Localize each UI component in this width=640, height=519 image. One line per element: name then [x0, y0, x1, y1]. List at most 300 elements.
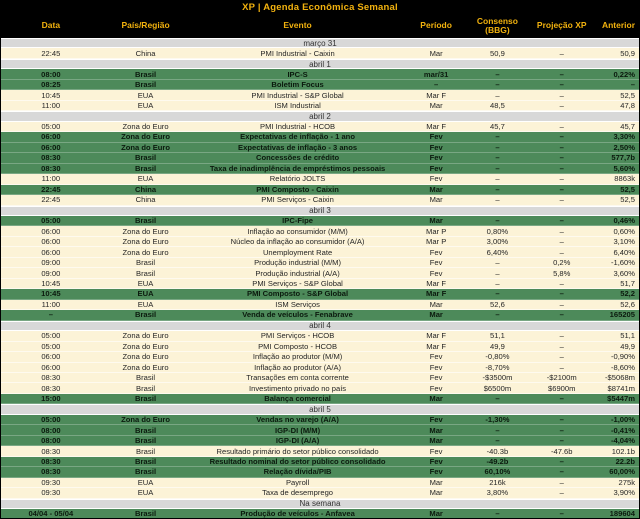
cell: 09:30: [41, 477, 61, 487]
cell: Brasil: [134, 509, 157, 519]
cell: 577,7b: [611, 153, 635, 163]
cell: EUA: [137, 477, 154, 487]
cell: 08:30: [41, 153, 61, 163]
cell: 08:00: [41, 69, 61, 79]
cell: 10:45: [41, 279, 61, 289]
cell: -$2100m: [546, 373, 577, 383]
cell: Fev: [429, 467, 443, 477]
table-row: [1, 478, 639, 488]
table-row: [1, 363, 639, 373]
cell: Unemployment Rate: [262, 247, 333, 257]
cell: 09:00: [41, 258, 61, 268]
table-row: [1, 331, 639, 341]
table-row: [1, 101, 639, 111]
cell: –: [559, 436, 564, 446]
cell: Mar F: [426, 121, 447, 131]
cell: Fev: [429, 153, 443, 163]
cell: Brasil: [136, 383, 156, 393]
cell: -1,30%: [485, 415, 510, 425]
cell: –: [495, 90, 500, 100]
cell: 10:45: [41, 289, 61, 299]
cell: –: [495, 163, 500, 173]
cell: China: [135, 195, 156, 205]
cell: 11:00: [41, 101, 61, 111]
cell: Zona do Euro: [122, 362, 169, 372]
cell: 60,10%: [484, 467, 511, 477]
cell: $6500m: [483, 383, 512, 393]
cell: 08:30: [41, 446, 61, 456]
column-header: Período: [420, 20, 452, 31]
cell: Brasil: [134, 310, 157, 320]
cell: –: [559, 509, 564, 519]
cell: –: [559, 289, 564, 299]
table-row: [1, 174, 639, 184]
table-row: [1, 415, 639, 425]
cell: –: [630, 80, 635, 90]
cell: 102.1b: [611, 446, 635, 456]
cell: –: [495, 289, 500, 299]
cell: mar/31: [423, 69, 449, 79]
cell: –: [559, 362, 564, 372]
cell: –: [559, 310, 564, 320]
cell: Payroll: [285, 477, 310, 487]
cell: 0,60%: [613, 226, 635, 236]
cell: China: [135, 48, 156, 58]
report-title: XP | Agenda Econômica Semanal: [242, 2, 398, 13]
table-row: [1, 279, 639, 289]
cell: –: [495, 153, 500, 163]
cell: -47.6b: [550, 446, 573, 456]
cell: Inflação ao produtor (M/M): [252, 352, 343, 362]
cell: 0,22%: [613, 69, 635, 79]
table-row: [1, 122, 639, 132]
cell: Resultado primário do setor público consolidado: [216, 446, 379, 456]
table-row: [1, 69, 639, 79]
cell: 0,46%: [613, 216, 635, 226]
cell: –: [559, 331, 564, 341]
cell: Investimento privado no país: [249, 383, 347, 393]
cell: 06:00: [41, 237, 61, 247]
cell: 15:00: [41, 394, 61, 404]
table-row: [1, 446, 639, 456]
cell: Mar: [429, 195, 443, 205]
cell: 3,00%: [486, 237, 509, 247]
cell: EUA: [137, 488, 154, 498]
cell: 51,1: [620, 331, 635, 341]
cell: Relação dívida/PIB: [263, 467, 332, 477]
cell: –: [495, 268, 500, 278]
cell: 06:00: [41, 362, 61, 372]
cell: Mar: [429, 101, 443, 111]
cell: 05:00: [41, 216, 61, 226]
cell: Fev: [429, 268, 443, 278]
cell: IGP-DI (A/A): [275, 436, 320, 446]
cell: 0,80%: [486, 226, 509, 236]
cell: Zona do Euro: [122, 226, 169, 236]
cell: ISM Industrial: [274, 101, 321, 111]
cell: Mar F: [426, 341, 447, 351]
cell: Mar P: [426, 237, 447, 247]
cell: Zona do Euro: [122, 341, 169, 351]
cell: 50,9: [490, 48, 505, 58]
cell: 09:30: [41, 488, 61, 498]
cell: 45,7: [490, 121, 505, 131]
table-row: [1, 488, 639, 498]
cell: $6900m: [548, 383, 576, 393]
table-row: [1, 247, 639, 257]
cell: –: [559, 132, 564, 142]
section-row: abril 2: [1, 111, 639, 121]
table-row: [1, 80, 639, 90]
table-row: [1, 509, 639, 519]
section-row: abril 5: [1, 404, 639, 414]
cell: Mar F: [426, 279, 447, 289]
cell: $8741m: [607, 383, 635, 393]
table-row: [1, 48, 639, 58]
table-row: [1, 373, 639, 383]
cell: Zona do Euro: [122, 237, 169, 247]
cell: 49,9: [490, 341, 505, 351]
cell: Brasil: [136, 258, 156, 268]
cell: Concessões de crédito: [256, 153, 340, 163]
table-row: [1, 153, 639, 163]
cell: -0,90%: [610, 352, 635, 362]
cell: 08:00: [41, 425, 61, 435]
cell: -$3500m: [482, 373, 513, 383]
cell: –: [48, 310, 53, 320]
cell: 0,2%: [553, 258, 571, 268]
cell: Mar: [429, 216, 443, 226]
cell: –: [559, 415, 564, 425]
cell: –: [559, 121, 564, 131]
cell: Vendas no varejo (A/A): [256, 415, 339, 425]
cell: Boletim Focus: [271, 80, 324, 90]
cell: Mar: [429, 299, 443, 309]
column-header: Data: [41, 20, 61, 31]
cell: –: [559, 142, 564, 152]
cell: Brasil: [136, 373, 156, 383]
cell: 22:45: [41, 48, 61, 58]
cell: Balança comercial: [264, 394, 331, 404]
cell: Fev: [429, 446, 443, 456]
cell: -$5068m: [605, 373, 635, 383]
table-row: [1, 467, 639, 477]
cell: –: [495, 184, 500, 194]
cell: 60,00%: [609, 467, 635, 477]
cell: 05:00: [41, 121, 61, 131]
cell: Brasil: [134, 69, 157, 79]
cell: 52,5: [620, 195, 635, 205]
table-row: [1, 258, 639, 268]
cell: 52,6: [490, 299, 505, 309]
cell: –: [495, 69, 500, 79]
column-header: Projeção XP: [536, 20, 587, 31]
cell: 275k: [618, 477, 635, 487]
section-row: abril 4: [1, 321, 639, 331]
cell: Expectativas de inflação - 3 anos: [238, 142, 358, 152]
cell: -0,80%: [485, 352, 510, 362]
cell: Núcleo da inflação ao consumidor (A/A): [230, 237, 365, 247]
cell: 3,60%: [613, 268, 635, 278]
cell: –: [559, 279, 564, 289]
cell: Zona do Euro: [122, 352, 169, 362]
cell: Fev: [429, 163, 443, 173]
cell: EUA: [137, 299, 154, 309]
cell: Fev: [429, 142, 443, 152]
cell: Brasil: [134, 80, 157, 90]
cell: 3,10%: [613, 237, 635, 247]
cell: –: [559, 174, 564, 184]
table-row: [1, 457, 639, 467]
cell: –: [559, 341, 564, 351]
cell: 189604: [609, 509, 635, 519]
cell: 08:30: [41, 383, 61, 393]
cell: EUA: [137, 174, 154, 184]
column-header: País/Região: [121, 20, 170, 31]
cell: Taxa de inadimplência de empréstimos pessoais: [209, 163, 386, 173]
cell: 06:00: [41, 226, 61, 236]
cell: –: [559, 69, 564, 79]
cell: –: [495, 310, 500, 320]
table-row: [1, 436, 639, 446]
cell: Produção de veículos - Anfavea: [240, 509, 355, 519]
cell: 51,7: [620, 279, 635, 289]
cell: 50,9: [620, 48, 635, 58]
cell: PMI Composto - Caixin: [256, 184, 339, 194]
cell: –: [559, 216, 564, 226]
cell: Zona do Euro: [122, 247, 169, 257]
cell: 47,8: [620, 101, 635, 111]
cell: 48,5: [490, 101, 505, 111]
cell: –: [559, 488, 564, 498]
cell: EUA: [137, 279, 154, 289]
cell: Transações em conta corrente: [246, 373, 349, 383]
cell: –: [495, 436, 500, 446]
cell: 3,90%: [613, 488, 635, 498]
cell: –: [559, 153, 564, 163]
cell: Fev: [429, 174, 443, 184]
cell: PMI Composto - HCOB: [258, 341, 338, 351]
cell: –: [434, 80, 439, 90]
cell: 49,9: [620, 341, 635, 351]
cell: -8,60%: [610, 362, 635, 372]
section-row: Na semana: [1, 499, 639, 509]
cell: -8,70%: [485, 362, 510, 372]
cell: -1,00%: [610, 415, 635, 425]
cell: –: [559, 425, 564, 435]
cell: -40.3b: [486, 446, 509, 456]
cell: 22:45: [41, 195, 61, 205]
cell: Zona do Euro: [121, 132, 171, 142]
cell: China: [134, 184, 157, 194]
cell: Fev: [429, 258, 443, 268]
cell: 51,1: [490, 331, 505, 341]
cell: 2,50%: [613, 142, 635, 152]
cell: –: [495, 425, 500, 435]
cell: 22:45: [41, 184, 61, 194]
table-row: [1, 226, 639, 236]
cell: -1,60%: [610, 258, 635, 268]
cell: Mar: [429, 436, 443, 446]
cell: Produção industrial (M/M): [254, 258, 342, 268]
cell: $5447m: [607, 394, 635, 404]
cell: Brasil: [136, 446, 156, 456]
section-row: abril 1: [1, 59, 639, 69]
cell: 08:00: [41, 436, 61, 446]
cell: –: [495, 258, 500, 268]
cell: PMI Industrial - HCOB: [260, 121, 336, 131]
cell: –: [559, 163, 564, 173]
cell: 06:00: [41, 352, 61, 362]
cell: –: [559, 456, 564, 466]
cell: Mar: [429, 184, 443, 194]
table-row: [1, 143, 639, 153]
cell: Brasil: [136, 268, 156, 278]
cell: Fev: [429, 132, 443, 142]
cell: 5,60%: [613, 163, 635, 173]
cell: –: [559, 184, 564, 194]
cell: 11:00: [41, 299, 61, 309]
cell: -0,41%: [610, 425, 635, 435]
cell: –: [559, 467, 564, 477]
cell: 06:00: [41, 247, 61, 257]
cell: PMI Serviços - HCOB: [260, 331, 335, 341]
cell: EUA: [137, 289, 154, 299]
cell: –: [495, 279, 500, 289]
table-row: [1, 425, 639, 435]
cell: 5,8%: [553, 268, 571, 278]
cell: Zona do Euro: [121, 142, 171, 152]
cell: PMI Serviços - Caixin: [261, 195, 334, 205]
section-row: abril 3: [1, 206, 639, 216]
cell: –: [559, 477, 564, 487]
cell: 05:00: [41, 415, 61, 425]
cell: –: [495, 216, 500, 226]
cell: Fev: [429, 247, 443, 257]
table-row: [1, 352, 639, 362]
cell: PMI Composto - S&P Global: [247, 289, 349, 299]
cell: 52,5: [620, 184, 635, 194]
cell: –: [559, 80, 564, 90]
cell: Resultado nominal do setor público consolidado: [209, 456, 386, 466]
cell: 6,40%: [486, 247, 509, 257]
cell: –: [495, 509, 500, 519]
cell: Mar P: [426, 226, 447, 236]
cell: –: [495, 195, 500, 205]
cell: IPC-S: [287, 69, 308, 79]
cell: –: [495, 132, 500, 142]
cell: –: [559, 352, 564, 362]
cell: Expectativas de inflação - 1 ano: [240, 132, 355, 142]
cell: Zona do Euro: [122, 121, 169, 131]
table-row: [1, 300, 639, 310]
table-body: [1, 38, 639, 519]
cell: ISM Serviços: [275, 299, 320, 309]
cell: Taxa de desemprego: [262, 488, 334, 498]
cell: –: [559, 226, 564, 236]
cell: Brasil: [134, 436, 157, 446]
cell: 52,2: [620, 289, 635, 299]
cell: 08:30: [41, 467, 61, 477]
table-row: [1, 237, 639, 247]
cell: 45,7: [620, 121, 635, 131]
table-row: [1, 394, 639, 404]
cell: –: [495, 142, 500, 152]
cell: 08:30: [41, 456, 61, 466]
column-header: Consenso (BBG): [476, 15, 518, 35]
cell: Mar: [429, 48, 443, 58]
table-row: [1, 216, 639, 226]
cell: Mar F: [426, 90, 447, 100]
table-row: [1, 164, 639, 174]
cell: Brasil: [134, 216, 157, 226]
cell: 04/04 - 05/04: [28, 509, 74, 519]
cell: Brasil: [134, 153, 157, 163]
cell: 3,30%: [613, 132, 635, 142]
cell: –: [559, 394, 564, 404]
table-row: [1, 383, 639, 393]
section-row: março 31: [1, 38, 639, 48]
cell: Mar: [429, 477, 443, 487]
cell: Brasil: [134, 394, 157, 404]
cell: Fev: [429, 456, 443, 466]
cell: –: [559, 48, 564, 58]
cell: –: [559, 237, 564, 247]
table-row: [1, 289, 639, 299]
cell: Relatório JOLTS: [269, 174, 326, 184]
cell: –: [559, 101, 564, 111]
cell: Mar: [429, 509, 443, 519]
cell: Mar: [429, 394, 443, 404]
table-row: [1, 195, 639, 205]
cell: 52,6: [620, 299, 635, 309]
cell: 8863k: [614, 174, 635, 184]
cell: Mar: [429, 310, 443, 320]
cell: –: [495, 80, 500, 90]
cell: 10:45: [41, 90, 61, 100]
cell: Brasil: [134, 163, 157, 173]
cell: –: [559, 195, 564, 205]
cell: 165205: [609, 310, 635, 320]
table-row: [1, 342, 639, 352]
cell: 216k: [489, 477, 506, 487]
cell: Zona do Euro: [122, 331, 169, 341]
cell: IGP-DI (M/M): [275, 425, 321, 435]
cell: IPC-Fipe: [282, 216, 313, 226]
cell: Brasil: [134, 467, 157, 477]
cell: Fev: [429, 362, 443, 372]
cell: Mar F: [426, 331, 447, 341]
cell: Inflação ao produtor (A/A): [254, 362, 342, 372]
cell: 06:00: [41, 132, 61, 142]
cell: 08:30: [41, 163, 61, 173]
cell: Produção industrial (A/A): [255, 268, 340, 278]
cell: EUA: [137, 90, 154, 100]
cell: 08:30: [41, 373, 61, 383]
cell: Fev: [429, 415, 443, 425]
cell: 22.2b: [615, 456, 635, 466]
cell: 09:00: [41, 268, 61, 278]
cell: –: [495, 174, 500, 184]
cell: 06:00: [41, 142, 61, 152]
cell: –: [559, 90, 564, 100]
column-header: Evento: [283, 20, 312, 31]
cell: Venda de veículos - Fenabrave: [242, 310, 353, 320]
cell: Fev: [429, 352, 443, 362]
table-row: [1, 90, 639, 100]
cell: Fev: [429, 383, 443, 393]
cell: 3,80%: [486, 488, 509, 498]
